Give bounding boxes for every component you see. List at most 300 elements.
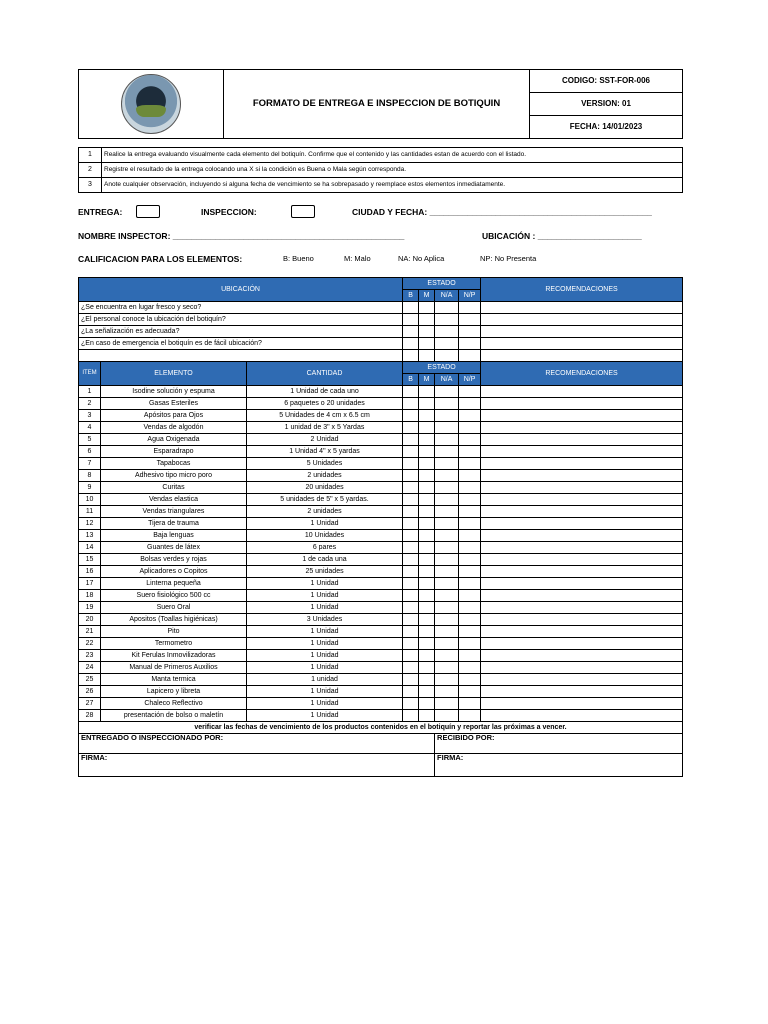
estado-np-cell[interactable] bbox=[459, 590, 481, 602]
estado-b-header: B bbox=[403, 290, 419, 302]
item-elemento: Manta termica bbox=[101, 674, 247, 686]
table-row bbox=[79, 650, 683, 662]
estado-m-cell[interactable] bbox=[419, 386, 435, 398]
recomendaciones-header: RECOMENDACIONES bbox=[481, 278, 683, 302]
estado-na-cell[interactable] bbox=[435, 314, 459, 326]
estado-np-cell[interactable] bbox=[459, 506, 481, 518]
item-cantidad: 6 paquetes o 20 unidades bbox=[247, 398, 403, 410]
estado-np-cell[interactable] bbox=[459, 350, 481, 362]
calificacion-row bbox=[78, 247, 683, 271]
estado-np-cell[interactable] bbox=[459, 386, 481, 398]
estado-na-cell[interactable] bbox=[435, 386, 459, 398]
recomendacion-cell[interactable] bbox=[481, 686, 683, 698]
recibido-por-field[interactable]: RECIBIDO POR: bbox=[435, 734, 683, 754]
estado-b-cell[interactable] bbox=[403, 698, 419, 710]
table-row bbox=[79, 566, 683, 578]
estado-np-cell[interactable] bbox=[459, 542, 481, 554]
item-elemento: Isodine solución y espuma bbox=[101, 386, 247, 398]
item-elemento: Apositos (Toallas higiénicas) bbox=[101, 614, 247, 626]
estado-b-cell[interactable] bbox=[403, 626, 419, 638]
ubicacion-row bbox=[79, 302, 683, 314]
estado-m-cell[interactable] bbox=[419, 626, 435, 638]
table-row bbox=[79, 554, 683, 566]
company-logo bbox=[121, 74, 181, 134]
item-cantidad: 1 Unidad bbox=[247, 650, 403, 662]
item-number: 15 bbox=[79, 554, 101, 566]
estado-b-cell[interactable] bbox=[403, 578, 419, 590]
instruction-number: 3 bbox=[79, 178, 102, 193]
estado-b-cell[interactable] bbox=[403, 602, 419, 614]
estado-np-cell[interactable] bbox=[459, 698, 481, 710]
estado-np-cell[interactable] bbox=[459, 326, 481, 338]
item-cantidad: 6 pares bbox=[247, 542, 403, 554]
document-title: FORMATO DE ENTREGA E INSPECCION DE BOTIQUIN bbox=[224, 70, 530, 139]
estado-na-cell[interactable] bbox=[435, 422, 459, 434]
item-number: 11 bbox=[79, 506, 101, 518]
version: VERSION: 01 bbox=[530, 93, 683, 116]
estado-m-cell[interactable] bbox=[419, 410, 435, 422]
estado-b-cell[interactable] bbox=[403, 686, 419, 698]
estado-m-cell[interactable] bbox=[419, 698, 435, 710]
recomendacion-cell[interactable] bbox=[481, 506, 683, 518]
item-number: 3 bbox=[79, 410, 101, 422]
recomendacion-cell[interactable] bbox=[481, 614, 683, 626]
nombre-inspector-field[interactable]: NOMBRE INSPECTOR: _________________________________________________ bbox=[78, 231, 405, 241]
estado-b-cell[interactable] bbox=[403, 338, 419, 350]
table-row bbox=[79, 614, 683, 626]
estado-na-cell[interactable] bbox=[435, 506, 459, 518]
estado-na-cell[interactable] bbox=[435, 614, 459, 626]
estado-m-cell[interactable] bbox=[419, 662, 435, 674]
ubicacion-field[interactable]: UBICACIÓN : ______________________ bbox=[482, 231, 642, 241]
estado-m-cell[interactable] bbox=[419, 566, 435, 578]
estado-na-cell[interactable] bbox=[435, 698, 459, 710]
instruction-text: Realice la entrega evaluando visualmente cada elemento del botiquín. Confirme que el contenido y las cantidades estan de acuerdo con el listado. bbox=[102, 148, 683, 163]
item-elemento: Tapabocas bbox=[101, 458, 247, 470]
estado-b-cell[interactable] bbox=[403, 554, 419, 566]
table-row bbox=[79, 698, 683, 710]
recomendacion-cell[interactable] bbox=[481, 350, 683, 362]
estado-b-cell[interactable] bbox=[403, 422, 419, 434]
recomendacion-cell[interactable] bbox=[481, 410, 683, 422]
estado-na-header: N/A bbox=[435, 374, 459, 386]
estado-b-cell[interactable] bbox=[403, 506, 419, 518]
estado-m-cell[interactable] bbox=[419, 434, 435, 446]
estado-np-cell[interactable] bbox=[459, 314, 481, 326]
inspection-table bbox=[78, 277, 683, 777]
calificacion-label: CALIFICACION PARA LOS ELEMENTOS: bbox=[78, 254, 243, 264]
item-elemento: Guantes de látex bbox=[101, 542, 247, 554]
estado-b-cell[interactable] bbox=[403, 662, 419, 674]
firma-left-field[interactable]: FIRMA: bbox=[79, 754, 435, 777]
estado-m-cell[interactable] bbox=[419, 686, 435, 698]
estado-np-cell[interactable] bbox=[459, 650, 481, 662]
fecha: FECHA: 14/01/2023 bbox=[530, 116, 683, 139]
item-number: 6 bbox=[79, 446, 101, 458]
item-number: 4 bbox=[79, 422, 101, 434]
item-cantidad: 1 Unidad 4" x 5 yardas bbox=[247, 446, 403, 458]
estado-np-header: N/P bbox=[459, 374, 481, 386]
item-number: 18 bbox=[79, 590, 101, 602]
estado-b-cell[interactable] bbox=[403, 518, 419, 530]
recomendacion-cell[interactable] bbox=[481, 566, 683, 578]
recomendacion-cell[interactable] bbox=[481, 494, 683, 506]
estado-b-header: B bbox=[403, 374, 419, 386]
item-cantidad: 2 unidades bbox=[247, 470, 403, 482]
recomendacion-cell[interactable] bbox=[481, 578, 683, 590]
recomendacion-cell[interactable] bbox=[481, 470, 683, 482]
recomendacion-cell[interactable] bbox=[481, 386, 683, 398]
item-elemento: Lapicero y libreta bbox=[101, 686, 247, 698]
item-elemento: Vendas elastica bbox=[101, 494, 247, 506]
estado-na-cell[interactable] bbox=[435, 458, 459, 470]
codigo: CODIGO: SST-FOR-006 bbox=[530, 70, 683, 93]
recomendacion-cell[interactable] bbox=[481, 446, 683, 458]
estado-na-cell[interactable] bbox=[435, 410, 459, 422]
recomendacion-cell[interactable] bbox=[481, 434, 683, 446]
estado-b-cell[interactable] bbox=[403, 482, 419, 494]
estado-b-cell[interactable] bbox=[403, 650, 419, 662]
estado-b-cell[interactable] bbox=[403, 434, 419, 446]
item-elemento: Aplicadores o Copitos bbox=[101, 566, 247, 578]
recomendacion-cell[interactable] bbox=[481, 482, 683, 494]
estado-np-cell[interactable] bbox=[459, 530, 481, 542]
item-elemento: presentación de bolso o maletín bbox=[101, 710, 247, 722]
estado-np-cell[interactable] bbox=[459, 302, 481, 314]
item-elemento: Apósitos para Ojos bbox=[101, 410, 247, 422]
estado-np-cell[interactable] bbox=[459, 458, 481, 470]
item-elemento: Termometro bbox=[101, 638, 247, 650]
estado-na-cell[interactable] bbox=[435, 662, 459, 674]
estado-b-cell[interactable] bbox=[403, 410, 419, 422]
recomendacion-cell[interactable] bbox=[481, 314, 683, 326]
ubicacion-question: ¿Se encuentra en lugar fresco y seco? bbox=[79, 302, 403, 314]
estado-na-cell[interactable] bbox=[435, 602, 459, 614]
item-cantidad: 2 Unidad bbox=[247, 434, 403, 446]
item-elemento: Vendas de algodón bbox=[101, 422, 247, 434]
estado-b-cell[interactable] bbox=[403, 590, 419, 602]
recomendacion-cell[interactable] bbox=[481, 518, 683, 530]
estado-m-cell[interactable] bbox=[419, 422, 435, 434]
estado-np-cell[interactable] bbox=[459, 662, 481, 674]
estado-na-cell[interactable] bbox=[435, 482, 459, 494]
ubicacion-row bbox=[79, 338, 683, 350]
estado-b-cell[interactable] bbox=[403, 326, 419, 338]
estado-np-cell[interactable] bbox=[459, 674, 481, 686]
estado-m-cell[interactable] bbox=[419, 638, 435, 650]
item-number: 24 bbox=[79, 662, 101, 674]
recomendacion-cell[interactable] bbox=[481, 710, 683, 722]
estado-na-cell[interactable] bbox=[435, 494, 459, 506]
item-number: 19 bbox=[79, 602, 101, 614]
item-cantidad: 1 Unidad bbox=[247, 602, 403, 614]
item-elemento: Vendas triangulares bbox=[101, 506, 247, 518]
table-row bbox=[79, 638, 683, 650]
estado-na-cell[interactable] bbox=[435, 554, 459, 566]
recomendacion-cell[interactable] bbox=[481, 398, 683, 410]
entrega-label: ENTREGA: bbox=[78, 207, 123, 217]
inspeccion-checkbox[interactable] bbox=[291, 205, 315, 218]
table-row bbox=[79, 530, 683, 542]
estado-b-cell[interactable] bbox=[403, 494, 419, 506]
estado-m-cell[interactable] bbox=[419, 326, 435, 338]
item-elemento: Adhesivo tipo micro poro bbox=[101, 470, 247, 482]
estado-b-cell[interactable] bbox=[403, 674, 419, 686]
estado-np-cell[interactable] bbox=[459, 446, 481, 458]
estado-m-cell[interactable] bbox=[419, 506, 435, 518]
legend-malo: M: Malo bbox=[344, 254, 371, 263]
estado-na-cell[interactable] bbox=[435, 338, 459, 350]
estado-np-cell[interactable] bbox=[459, 398, 481, 410]
estado-m-cell[interactable] bbox=[419, 602, 435, 614]
recomendacion-cell[interactable] bbox=[481, 662, 683, 674]
item-cantidad: 1 Unidad bbox=[247, 686, 403, 698]
estado-b-cell[interactable] bbox=[403, 350, 419, 362]
vencimiento-note: verificar las fechas de vencimiento de los productos contenidos en el botiquín y reportar las próximas a vencer. bbox=[79, 722, 683, 734]
item-number: 10 bbox=[79, 494, 101, 506]
estado-m-cell[interactable] bbox=[419, 650, 435, 662]
recomendacion-cell[interactable] bbox=[481, 626, 683, 638]
ubicacion-question: ¿El personal conoce la ubicación del botiquín? bbox=[79, 314, 403, 326]
estado-m-cell[interactable] bbox=[419, 542, 435, 554]
estado-na-cell[interactable] bbox=[435, 638, 459, 650]
item-cantidad: 3 Unidades bbox=[247, 614, 403, 626]
estado-m-cell[interactable] bbox=[419, 482, 435, 494]
item-cantidad: 1 unidad bbox=[247, 674, 403, 686]
estado-b-cell[interactable] bbox=[403, 302, 419, 314]
estado-header: ESTADO bbox=[403, 362, 481, 374]
recomendacion-cell[interactable] bbox=[481, 602, 683, 614]
table-row bbox=[79, 398, 683, 410]
estado-np-cell[interactable] bbox=[459, 626, 481, 638]
estado-na-cell[interactable] bbox=[435, 446, 459, 458]
item-cantidad: 1 Unidad de cada uno bbox=[247, 386, 403, 398]
estado-na-cell[interactable] bbox=[435, 542, 459, 554]
item-cantidad: 5 Unidades bbox=[247, 458, 403, 470]
estado-na-cell[interactable] bbox=[435, 686, 459, 698]
item-cantidad: 1 Unidad bbox=[247, 710, 403, 722]
estado-np-cell[interactable] bbox=[459, 602, 481, 614]
table-row bbox=[79, 578, 683, 590]
item-elemento: Esparadrapo bbox=[101, 446, 247, 458]
estado-na-cell[interactable] bbox=[435, 434, 459, 446]
estado-m-cell[interactable] bbox=[419, 338, 435, 350]
estado-m-cell[interactable] bbox=[419, 674, 435, 686]
table-row bbox=[79, 410, 683, 422]
item-number: 23 bbox=[79, 650, 101, 662]
item-cantidad: 25 unidades bbox=[247, 566, 403, 578]
entregado-por-field[interactable]: ENTREGADO O INSPECCIONADO POR: bbox=[79, 734, 435, 754]
estado-np-cell[interactable] bbox=[459, 638, 481, 650]
ubicacion-header: UBICACIÓN bbox=[79, 278, 403, 302]
item-elemento: Tijera de trauma bbox=[101, 518, 247, 530]
table-row bbox=[79, 710, 683, 722]
estado-np-cell[interactable] bbox=[459, 686, 481, 698]
estado-b-cell[interactable] bbox=[403, 710, 419, 722]
recomendacion-cell[interactable] bbox=[481, 422, 683, 434]
item-header: ITEM bbox=[79, 362, 101, 386]
estado-np-cell[interactable] bbox=[459, 422, 481, 434]
estado-m-cell[interactable] bbox=[419, 350, 435, 362]
item-number: 12 bbox=[79, 518, 101, 530]
recomendacion-cell[interactable] bbox=[481, 302, 683, 314]
item-number: 26 bbox=[79, 686, 101, 698]
item-cantidad: 1 Unidad bbox=[247, 698, 403, 710]
item-cantidad: 10 Unidades bbox=[247, 530, 403, 542]
estado-b-cell[interactable] bbox=[403, 398, 419, 410]
estado-m-cell[interactable] bbox=[419, 314, 435, 326]
item-elemento: Gasas Esteriles bbox=[101, 398, 247, 410]
estado-b-cell[interactable] bbox=[403, 458, 419, 470]
estado-b-cell[interactable] bbox=[403, 638, 419, 650]
estado-na-cell[interactable] bbox=[435, 590, 459, 602]
estado-m-cell[interactable] bbox=[419, 590, 435, 602]
item-number: 27 bbox=[79, 698, 101, 710]
item-elemento: Bolsas verdes y rojas bbox=[101, 554, 247, 566]
recomendacion-cell[interactable] bbox=[481, 650, 683, 662]
estado-na-cell[interactable] bbox=[435, 566, 459, 578]
estado-np-cell[interactable] bbox=[459, 494, 481, 506]
estado-na-cell[interactable] bbox=[435, 350, 459, 362]
estado-np-cell[interactable] bbox=[459, 470, 481, 482]
item-elemento: Curitas bbox=[101, 482, 247, 494]
item-cantidad: 1 Unidad bbox=[247, 578, 403, 590]
entrega-row bbox=[78, 199, 683, 223]
estado-header: ESTADO bbox=[403, 278, 481, 290]
recomendacion-cell[interactable] bbox=[481, 542, 683, 554]
estado-np-header: N/P bbox=[459, 290, 481, 302]
estado-m-header: M bbox=[419, 374, 435, 386]
recomendacion-cell[interactable] bbox=[481, 698, 683, 710]
ubicacion-question: ¿La señalización es adecuada? bbox=[79, 326, 403, 338]
estado-na-cell[interactable] bbox=[435, 626, 459, 638]
item-number: 25 bbox=[79, 674, 101, 686]
ubicacion-row bbox=[79, 314, 683, 326]
estado-na-cell[interactable] bbox=[435, 650, 459, 662]
estado-m-header: M bbox=[419, 290, 435, 302]
estado-na-cell[interactable] bbox=[435, 398, 459, 410]
estado-np-cell[interactable] bbox=[459, 710, 481, 722]
estado-b-cell[interactable] bbox=[403, 446, 419, 458]
table-row bbox=[79, 518, 683, 530]
estado-m-cell[interactable] bbox=[419, 470, 435, 482]
estado-na-cell[interactable] bbox=[435, 674, 459, 686]
table-row bbox=[79, 434, 683, 446]
estado-np-cell[interactable] bbox=[459, 566, 481, 578]
item-number: 2 bbox=[79, 398, 101, 410]
item-elemento: Kit Ferulas Inmovilizadoras bbox=[101, 650, 247, 662]
table-row bbox=[79, 482, 683, 494]
estado-m-cell[interactable] bbox=[419, 530, 435, 542]
form-page bbox=[78, 69, 683, 777]
table-row bbox=[79, 662, 683, 674]
estado-b-cell[interactable] bbox=[403, 614, 419, 626]
estado-b-cell[interactable] bbox=[403, 566, 419, 578]
estado-np-cell[interactable] bbox=[459, 410, 481, 422]
table-row bbox=[79, 674, 683, 686]
estado-b-cell[interactable] bbox=[403, 470, 419, 482]
estado-np-cell[interactable] bbox=[459, 578, 481, 590]
cantidad-header: CANTIDAD bbox=[247, 362, 403, 386]
recomendacion-cell[interactable] bbox=[481, 674, 683, 686]
estado-np-cell[interactable] bbox=[459, 482, 481, 494]
estado-np-cell[interactable] bbox=[459, 554, 481, 566]
table-row bbox=[79, 626, 683, 638]
estado-np-cell[interactable] bbox=[459, 338, 481, 350]
ubicacion-question: ¿En caso de emergencia el botiquín es de fácil ubicación? bbox=[79, 338, 403, 350]
estado-np-cell[interactable] bbox=[459, 434, 481, 446]
item-number: 21 bbox=[79, 626, 101, 638]
estado-na-cell[interactable] bbox=[435, 578, 459, 590]
logo-cell bbox=[79, 70, 224, 139]
recomendacion-cell[interactable] bbox=[481, 590, 683, 602]
item-cantidad: 1 Unidad bbox=[247, 638, 403, 650]
item-number: 17 bbox=[79, 578, 101, 590]
item-elemento: Baja lenguas bbox=[101, 530, 247, 542]
item-number: 20 bbox=[79, 614, 101, 626]
estado-np-cell[interactable] bbox=[459, 518, 481, 530]
ciudad-fecha-field[interactable]: CIUDAD Y FECHA: _______________________________________________ bbox=[352, 207, 652, 217]
ubicacion-row bbox=[79, 350, 683, 362]
estado-b-cell[interactable] bbox=[403, 314, 419, 326]
estado-na-header: N/A bbox=[435, 290, 459, 302]
estado-m-cell[interactable] bbox=[419, 614, 435, 626]
item-elemento: Pito bbox=[101, 626, 247, 638]
estado-na-cell[interactable] bbox=[435, 710, 459, 722]
estado-m-cell[interactable] bbox=[419, 398, 435, 410]
item-number: 5 bbox=[79, 434, 101, 446]
recomendacion-cell[interactable] bbox=[481, 530, 683, 542]
recomendacion-cell[interactable] bbox=[481, 458, 683, 470]
estado-m-cell[interactable] bbox=[419, 578, 435, 590]
estado-na-cell[interactable] bbox=[435, 518, 459, 530]
item-cantidad: 5 Unidades de 4 cm x 6.5 cm bbox=[247, 410, 403, 422]
legend-bueno: B: Bueno bbox=[283, 254, 314, 263]
recomendacion-cell[interactable] bbox=[481, 638, 683, 650]
estado-na-cell[interactable] bbox=[435, 326, 459, 338]
recomendacion-cell[interactable] bbox=[481, 554, 683, 566]
table-row bbox=[79, 590, 683, 602]
firma-right-field[interactable]: FIRMA: bbox=[435, 754, 683, 777]
estado-m-cell[interactable] bbox=[419, 302, 435, 314]
recomendacion-cell[interactable] bbox=[481, 326, 683, 338]
table-row bbox=[79, 446, 683, 458]
estado-b-cell[interactable] bbox=[403, 530, 419, 542]
item-cantidad: 1 de cada una bbox=[247, 554, 403, 566]
estado-na-cell[interactable] bbox=[435, 302, 459, 314]
item-number: 8 bbox=[79, 470, 101, 482]
table-row bbox=[79, 506, 683, 518]
estado-na-cell[interactable] bbox=[435, 470, 459, 482]
estado-b-cell[interactable] bbox=[403, 542, 419, 554]
elemento-header: ELEMENTO bbox=[101, 362, 247, 386]
estado-np-cell[interactable] bbox=[459, 614, 481, 626]
instruction-text: Anote cualquier observación, incluyendo si alguna fecha de vencimiento se ha sobrepasado y reemplace estos elementos inmediatamente. bbox=[102, 178, 683, 193]
estado-m-cell[interactable] bbox=[419, 710, 435, 722]
entrega-checkbox[interactable] bbox=[136, 205, 160, 218]
instructions-table bbox=[78, 147, 683, 193]
estado-m-cell[interactable] bbox=[419, 554, 435, 566]
estado-m-cell[interactable] bbox=[419, 458, 435, 470]
estado-m-cell[interactable] bbox=[419, 518, 435, 530]
instruction-text: Registre el resultado de la entrega colocando una X si la condición es Buena o Mala según corresponda. bbox=[102, 163, 683, 178]
estado-na-cell[interactable] bbox=[435, 530, 459, 542]
estado-m-cell[interactable] bbox=[419, 446, 435, 458]
estado-m-cell[interactable] bbox=[419, 494, 435, 506]
recomendacion-cell[interactable] bbox=[481, 338, 683, 350]
estado-b-cell[interactable] bbox=[403, 386, 419, 398]
item-elemento: Suero fisiológico 500 cc bbox=[101, 590, 247, 602]
